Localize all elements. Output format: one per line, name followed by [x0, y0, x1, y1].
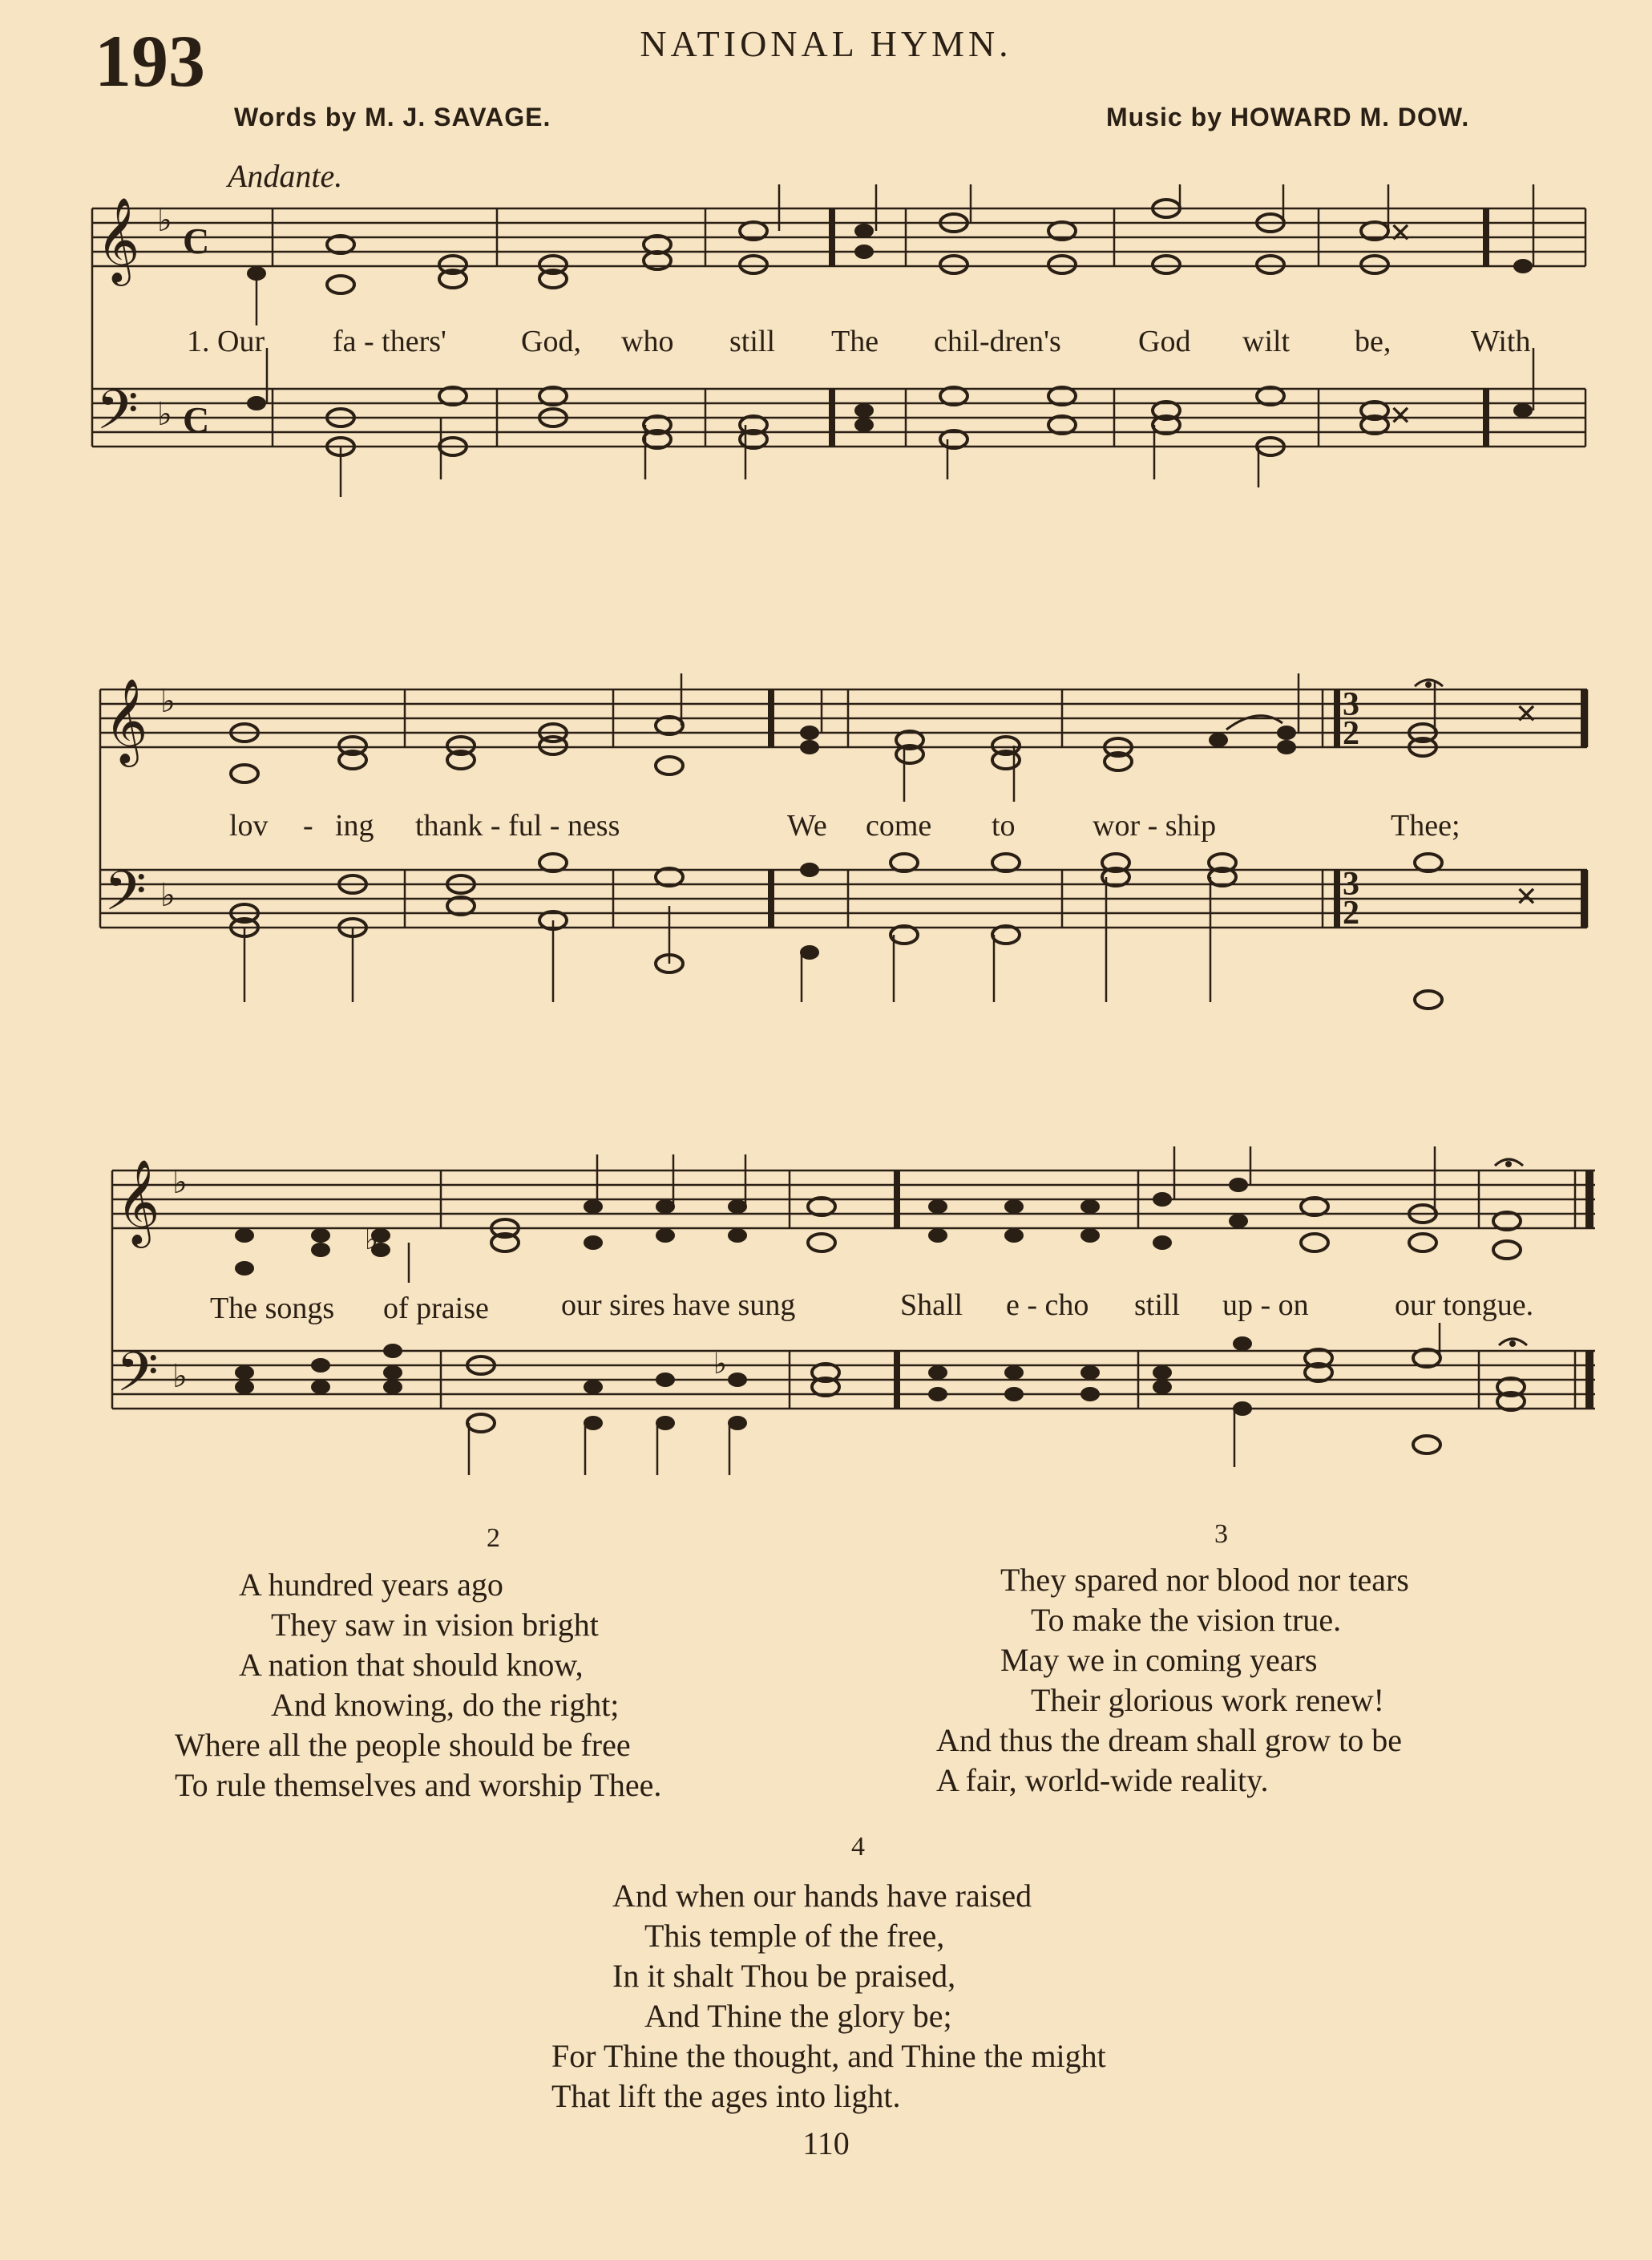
lyric-3-5: e - cho: [1006, 1288, 1089, 1322]
page-number: 110: [802, 2125, 850, 2161]
svg-text:2: 2: [1343, 715, 1359, 752]
words-credit: Words by M. J. SAVAGE.: [234, 103, 551, 131]
svg-text:♭: ♭: [172, 1164, 188, 1200]
svg-text:𝄞: 𝄞: [96, 196, 140, 282]
svg-text:♭: ♭: [157, 202, 172, 238]
lyric-3-2: of praise: [383, 1292, 489, 1325]
tempo-marking: Andante.: [228, 158, 343, 194]
lyric-1-4: who: [621, 325, 674, 358]
stanza-4-line-3: In it shalt Thou be praised,: [612, 1958, 956, 1994]
stanza-3-line-6: A fair, world-wide reality.: [936, 1762, 1269, 1798]
lyric-1-1: 1. Our: [187, 325, 265, 358]
lyric-3-4: Shall: [900, 1288, 963, 1322]
stanza-3-line-3: May we in coming years: [1000, 1642, 1318, 1678]
svg-text:✕: ✕: [1515, 700, 1538, 730]
lyric-1-2: fa - thers': [333, 325, 446, 358]
svg-text:♭: ♭: [365, 1223, 378, 1255]
stanza-2-line-2: They saw in vision bright: [271, 1607, 599, 1643]
lyric-1-6: The: [831, 325, 879, 358]
svg-text:✕: ✕: [1389, 219, 1412, 249]
stanza-3-line-4: Their glorious work renew!: [1031, 1682, 1384, 1718]
stanza-2-line-1: A hundred years ago: [239, 1567, 503, 1603]
svg-text:𝄢: 𝄢: [104, 860, 147, 936]
lyric-1-5: still: [729, 325, 776, 358]
lyric-2-4: thank - ful - ness: [415, 809, 620, 843]
lyric-1-7: chil-dren's: [934, 325, 1061, 358]
lyric-2-7: to: [992, 809, 1016, 843]
svg-text:♭: ♭: [160, 877, 176, 913]
stanza-4-line-1: And when our hands have raised: [612, 1878, 1032, 1914]
lyric-1-8: God: [1138, 325, 1191, 358]
stanza-4-number: 4: [851, 1832, 865, 1862]
lyric-3-1: The songs: [210, 1292, 335, 1325]
lyric-3-3: our sires have sung: [561, 1288, 796, 1322]
stanza-2-line-5: Where all the people should be free: [175, 1727, 631, 1763]
stanza-2-line-6: To rule themselves and worship Thee.: [175, 1767, 662, 1803]
stanza-4-line-5: For Thine the thought, and Thine the might: [551, 2038, 1106, 2074]
lyric-1-3: God,: [521, 325, 581, 358]
svg-text:♭: ♭: [157, 396, 172, 432]
hymn-title: NATIONAL HYMN.: [640, 23, 1012, 64]
lyric-2-3: ing: [335, 809, 374, 843]
svg-text:𝄢: 𝄢: [96, 379, 139, 455]
svg-text:C: C: [183, 399, 210, 440]
svg-text:♭: ♭: [160, 683, 176, 719]
lyric-1-10: be,: [1355, 325, 1391, 358]
lyric-3-8: our tongue.: [1395, 1288, 1534, 1322]
stanza-3: [936, 1560, 1409, 1801]
lyric-1-9: wilt: [1242, 325, 1290, 358]
stanza-4-line-4: And Thine the glory be;: [644, 1998, 952, 2034]
lyric-2-5: We: [787, 809, 827, 843]
lyric-2-8: wor - ship: [1093, 809, 1217, 843]
music-system-2: [0, 665, 1652, 1026]
svg-text:✕: ✕: [1515, 883, 1538, 912]
hymn-number: 193: [95, 20, 205, 102]
stanza-2-number: 2: [487, 1523, 500, 1553]
stanza-2-line-3: A nation that should know,: [239, 1647, 584, 1683]
lyric-1-11: With: [1471, 325, 1531, 358]
stanza-2: [175, 1565, 661, 1805]
lyric-3-6: still: [1134, 1288, 1181, 1322]
svg-text:2: 2: [1343, 895, 1359, 932]
svg-text:C: C: [183, 220, 210, 261]
lyric-2-2: -: [303, 809, 313, 843]
svg-text:𝄞: 𝄞: [104, 677, 148, 763]
lyric-2-6: come: [866, 809, 932, 843]
stanza-4: [551, 1876, 1106, 2116]
svg-text:𝄢: 𝄢: [116, 1341, 159, 1417]
stanza-3-line-1: They spared nor blood nor tears: [1000, 1562, 1409, 1598]
stanza-4-line-6: That lift the ages into light.: [551, 2078, 901, 2114]
stanza-2-line-4: And knowing, do the right;: [271, 1687, 620, 1723]
lyric-2-9: Thee;: [1391, 809, 1460, 843]
stanza-3-line-5: And thus the dream shall grow to be: [936, 1722, 1402, 1758]
lyric-3-7: up - on: [1222, 1288, 1309, 1322]
music-credit: Music by HOWARD M. DOW.: [1106, 103, 1470, 131]
svg-text:♭: ♭: [172, 1358, 188, 1394]
stanza-4-line-2: This temple of the free,: [644, 1918, 945, 1954]
svg-text:✕: ✕: [1389, 402, 1412, 431]
svg-text:3: 3: [1343, 686, 1359, 723]
svg-text:𝄞: 𝄞: [116, 1158, 160, 1244]
svg-text:3: 3: [1343, 866, 1359, 903]
stanza-3-line-2: To make the vision true.: [1031, 1602, 1342, 1638]
svg-text:♭: ♭: [713, 1348, 727, 1380]
stanza-3-number: 3: [1214, 1519, 1228, 1549]
lyric-2-1: lov: [229, 809, 269, 843]
